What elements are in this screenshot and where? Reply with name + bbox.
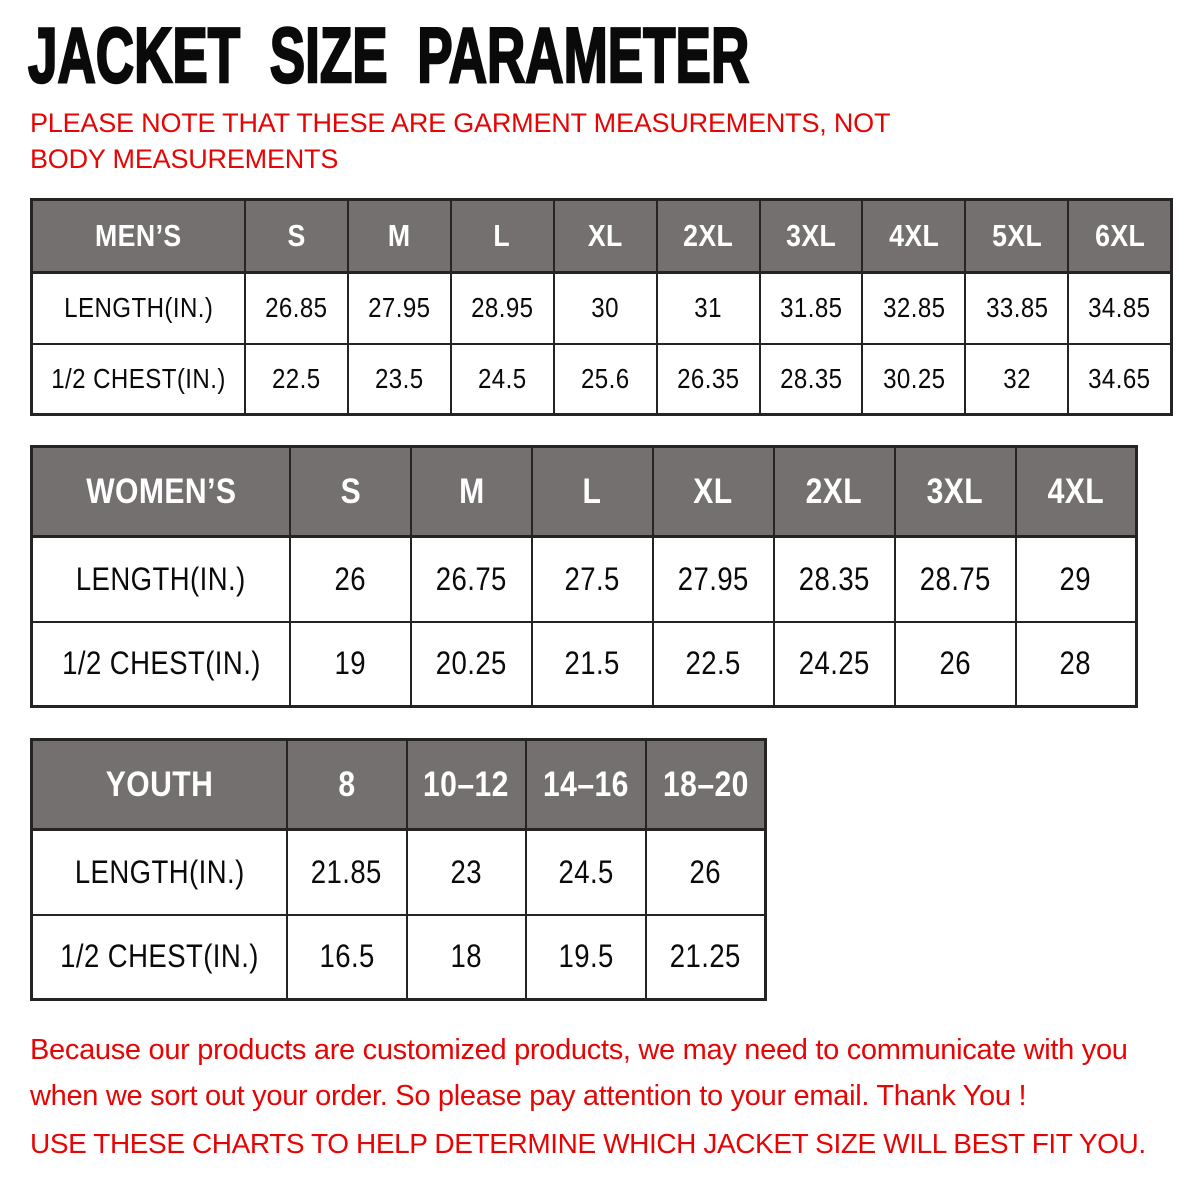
row-label: LENGTH(IN.) bbox=[76, 560, 246, 597]
size-value-cell bbox=[653, 622, 774, 707]
size-value: 34.65 bbox=[1088, 362, 1151, 394]
size-value: 23 bbox=[450, 853, 483, 890]
size-value-cell bbox=[760, 344, 863, 415]
fit-instruction: USE THESE CHARTS TO HELP DETERMINE WHICH JACKET SIZE WILL BEST FIT YOU. bbox=[30, 1128, 1146, 1159]
header-label: 8 bbox=[338, 764, 356, 804]
size-value-cell bbox=[653, 537, 774, 622]
size-value: 18 bbox=[450, 938, 483, 975]
size-value-cell bbox=[411, 622, 532, 707]
header-row bbox=[32, 200, 1172, 273]
size-column-header bbox=[774, 447, 895, 537]
row-label-cell bbox=[32, 915, 287, 1000]
size-value: 32.85 bbox=[882, 292, 946, 324]
header-label: 3XL bbox=[926, 471, 984, 511]
size-column-header bbox=[862, 200, 965, 273]
mens-size-table bbox=[30, 198, 1173, 416]
size-column-header bbox=[760, 200, 863, 273]
size-column-header bbox=[532, 447, 653, 537]
table-row bbox=[32, 344, 1172, 415]
size-value-cell bbox=[407, 830, 527, 915]
header-label: L bbox=[582, 471, 602, 511]
size-value: 26.75 bbox=[435, 560, 507, 597]
size-value-cell bbox=[1068, 344, 1171, 415]
size-value: 31.85 bbox=[779, 292, 843, 324]
size-value: 33.85 bbox=[985, 292, 1049, 324]
size-column-header bbox=[526, 740, 646, 830]
youth-table-title-cell bbox=[32, 740, 287, 830]
size-value-cell bbox=[895, 622, 1016, 707]
size-value-cell bbox=[290, 537, 411, 622]
header-label: 2XL bbox=[682, 218, 734, 253]
garment-measurement-note: PLEASE NOTE THAT THESE ARE GARMENT MEASUREMENTS, NOT BODY MEASUREMENTS bbox=[30, 108, 890, 174]
size-value: 20.25 bbox=[435, 645, 507, 682]
header-label: 10–12 bbox=[423, 764, 510, 804]
size-value: 23.5 bbox=[374, 362, 424, 394]
header-label: 2XL bbox=[805, 471, 863, 511]
size-value-cell bbox=[554, 344, 657, 415]
size-value-cell bbox=[290, 622, 411, 707]
size-value-cell bbox=[348, 344, 451, 415]
row-label-cell bbox=[32, 273, 245, 344]
page-title: JACKET SIZE PARAMETER bbox=[28, 11, 750, 99]
row-label-cell bbox=[32, 622, 291, 707]
size-value-cell bbox=[646, 830, 766, 915]
youth-size-table-container bbox=[30, 738, 767, 1001]
size-value: 27.95 bbox=[677, 560, 749, 597]
table-row bbox=[32, 273, 1172, 344]
size-value: 16.5 bbox=[319, 938, 375, 975]
row-label: 1/2 CHEST(IN.) bbox=[60, 938, 259, 975]
size-value-cell bbox=[1068, 273, 1171, 344]
size-value: 25.6 bbox=[580, 362, 630, 394]
size-value: 19.5 bbox=[558, 938, 614, 975]
size-value-cell bbox=[646, 915, 766, 1000]
row-label: LENGTH(IN.) bbox=[74, 853, 245, 890]
row-label: 1/2 CHEST(IN.) bbox=[51, 362, 226, 394]
size-value: 26.35 bbox=[676, 362, 740, 394]
table-row bbox=[32, 830, 766, 915]
size-column-header bbox=[407, 740, 527, 830]
header-label: 3XL bbox=[785, 218, 837, 253]
customization-notice: Because our products are customized products, we may need to communicate with you when we sort out your order. So please pay attention to your email. Thank You ! bbox=[30, 1034, 1128, 1112]
size-value-cell bbox=[774, 537, 895, 622]
size-value-cell bbox=[1016, 537, 1137, 622]
size-value-cell bbox=[287, 915, 407, 1000]
size-value: 28.35 bbox=[798, 560, 870, 597]
header-label: 4XL bbox=[888, 218, 940, 253]
size-value-cell bbox=[245, 273, 348, 344]
header-label: M bbox=[458, 471, 485, 511]
size-value: 27.95 bbox=[367, 292, 431, 324]
size-value: 29 bbox=[1060, 560, 1092, 597]
size-value: 26 bbox=[689, 853, 722, 890]
size-value-cell bbox=[287, 830, 407, 915]
size-value: 32 bbox=[1003, 362, 1031, 394]
mens-table-title-cell bbox=[32, 200, 245, 273]
size-column-header bbox=[554, 200, 657, 273]
row-label: 1/2 CHEST(IN.) bbox=[61, 645, 261, 682]
header-label: S bbox=[287, 218, 306, 253]
size-value: 34.85 bbox=[1088, 292, 1151, 324]
size-column-header bbox=[245, 200, 348, 273]
size-value-cell bbox=[895, 537, 1016, 622]
size-value: 24.5 bbox=[477, 362, 527, 394]
womens-table-title-cell bbox=[32, 447, 291, 537]
header-row bbox=[32, 447, 1137, 537]
row-label-cell bbox=[32, 344, 245, 415]
size-value-cell bbox=[862, 273, 965, 344]
header-label: 14–16 bbox=[543, 764, 629, 804]
size-column-header bbox=[653, 447, 774, 537]
size-value-cell bbox=[526, 830, 646, 915]
size-column-header bbox=[348, 200, 451, 273]
size-column-header bbox=[965, 200, 1068, 273]
size-value: 24.5 bbox=[558, 853, 614, 890]
size-value-cell bbox=[1016, 622, 1137, 707]
size-value-cell bbox=[526, 915, 646, 1000]
size-column-header bbox=[646, 740, 766, 830]
size-value-cell bbox=[657, 273, 760, 344]
womens-size-table-container bbox=[30, 445, 1138, 708]
header-label: WOMEN’S bbox=[85, 471, 237, 511]
size-column-header bbox=[1068, 200, 1171, 273]
header-label: XL bbox=[587, 218, 623, 253]
header-label: MEN’S bbox=[95, 218, 182, 253]
size-value: 21.85 bbox=[311, 853, 383, 890]
header-label: S bbox=[340, 471, 361, 511]
size-value: 21.5 bbox=[564, 645, 620, 682]
size-value: 31 bbox=[694, 292, 722, 324]
size-value-cell bbox=[407, 915, 527, 1000]
size-value-cell bbox=[760, 273, 863, 344]
size-value: 22.5 bbox=[271, 362, 321, 394]
size-value: 28.95 bbox=[470, 292, 534, 324]
size-column-header bbox=[895, 447, 1016, 537]
header-label: 5XL bbox=[991, 218, 1043, 253]
size-column-header bbox=[287, 740, 407, 830]
header-label: M bbox=[387, 218, 411, 253]
youth-size-table bbox=[30, 738, 767, 1001]
table-row bbox=[32, 537, 1137, 622]
header-label: L bbox=[493, 218, 511, 253]
size-value-cell bbox=[965, 273, 1068, 344]
row-label-cell bbox=[32, 537, 291, 622]
size-value-cell bbox=[532, 537, 653, 622]
header-label: YOUTH bbox=[105, 764, 214, 804]
size-value: 26 bbox=[334, 560, 367, 597]
size-column-header bbox=[411, 447, 532, 537]
size-value-cell bbox=[451, 273, 554, 344]
size-value: 30 bbox=[591, 292, 619, 324]
size-value: 27.5 bbox=[564, 560, 620, 597]
size-value: 21.25 bbox=[669, 938, 741, 975]
size-column-header bbox=[1016, 447, 1137, 537]
size-column-header bbox=[451, 200, 554, 273]
size-value: 30.25 bbox=[882, 362, 946, 394]
size-value: 28.75 bbox=[919, 560, 991, 597]
table-row bbox=[32, 915, 766, 1000]
size-value-cell bbox=[862, 344, 965, 415]
header-label: 18–20 bbox=[662, 764, 749, 804]
size-value-cell bbox=[774, 622, 895, 707]
size-value: 28.35 bbox=[779, 362, 843, 394]
size-value: 28 bbox=[1060, 645, 1092, 682]
size-value: 26 bbox=[939, 645, 971, 682]
size-value: 19 bbox=[334, 645, 367, 682]
size-value-cell bbox=[245, 344, 348, 415]
size-column-header bbox=[657, 200, 760, 273]
size-value: 22.5 bbox=[685, 645, 741, 682]
mens-size-table-container bbox=[30, 198, 1173, 416]
size-value-cell bbox=[657, 344, 760, 415]
header-label: XL bbox=[693, 471, 733, 511]
size-value-cell bbox=[451, 344, 554, 415]
header-label: 6XL bbox=[1094, 218, 1145, 253]
size-column-header bbox=[290, 447, 411, 537]
row-label-cell bbox=[32, 830, 287, 915]
size-value-cell bbox=[532, 622, 653, 707]
womens-size-table bbox=[30, 445, 1138, 708]
header-row bbox=[32, 740, 766, 830]
size-value-cell bbox=[554, 273, 657, 344]
table-row bbox=[32, 622, 1137, 707]
size-value-cell bbox=[348, 273, 451, 344]
row-label: LENGTH(IN.) bbox=[63, 292, 213, 324]
header-label: 4XL bbox=[1047, 471, 1104, 511]
size-value-cell bbox=[411, 537, 532, 622]
size-value-cell bbox=[965, 344, 1068, 415]
size-value: 26.85 bbox=[264, 292, 328, 324]
size-value: 24.25 bbox=[798, 645, 870, 682]
